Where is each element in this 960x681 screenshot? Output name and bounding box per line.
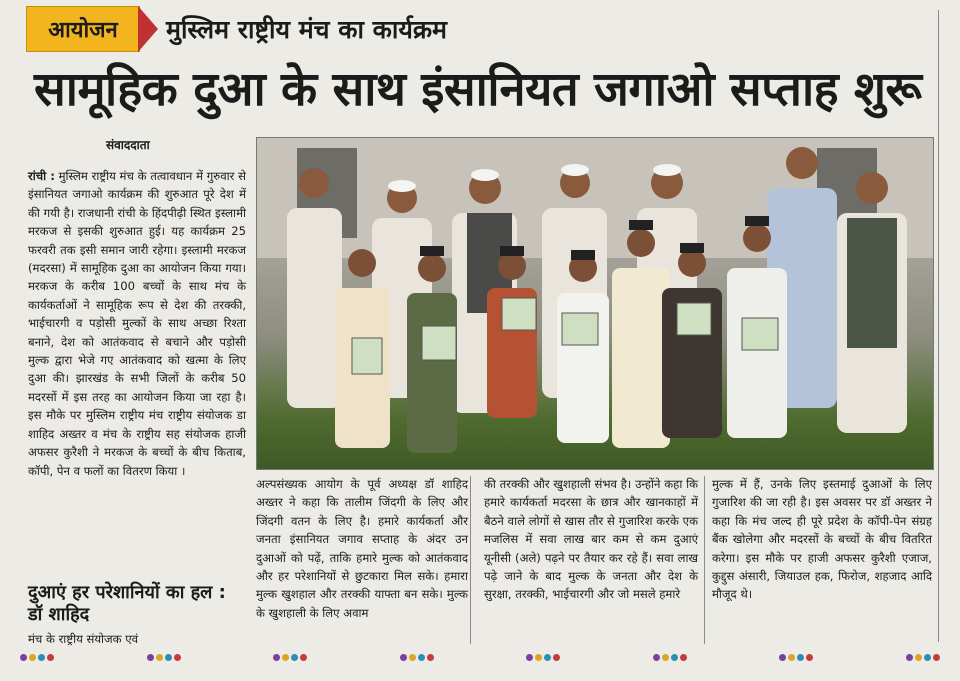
dots-ornament (20, 654, 54, 661)
page-border (938, 10, 939, 642)
dots-ornament (400, 654, 434, 661)
section-tag: आयोजन (26, 6, 140, 52)
dots-ornament (653, 654, 687, 661)
article-column-1 (28, 167, 246, 480)
column-divider (470, 476, 471, 644)
dots-ornament (906, 654, 940, 661)
kicker: मुस्लिम राष्ट्रीय मंच का कार्यक्रम (166, 15, 447, 44)
dots-ornament (273, 654, 307, 661)
dots-ornament (147, 654, 181, 661)
footer-ornament (20, 650, 940, 664)
dots-ornament (779, 654, 813, 661)
column-1-text: मुस्लिम राष्ट्रीय मंच के तत्वावधान में गुरुवार से इंसानियत जगाओ कार्यक्रम की शुरुआत पूरे देश में की गयी है। राजधानी रांची के हिंदपीढ़ी स्थित इस्लामी मरकज से इसकी शुरुआत हुई। यह कार्यक्रम 25 फरवरी तक इसी समान जारी रहेगा। इस्लामी मरकज (मदरसा) में सामूहिक दुआ का आयोजन किया गया। मरकज के करीब 100 बच्चों के साथ मंच के कार्यकर्ताओं ने सामूहिक रूप से देश की तरक्की, भाईचारगी व पड़ोसी मुल्कों के साथ अच्छा रिश्ता बनाने, देश को आतंकवाद से बचाने और पड़ोसी मुल्क द्वारा भेजे गए आतंकवाद को खत्मा के लिए दुआ की। झारखंड के सभी जिलों के करीब 50 मदरसों में इस तरह का आयोजन किया जा रहा है। इस मौके पर मुस्लिम राष्ट्रीय मंच राष्ट्रीय संयोजक डा शाहिद अख्तर व मंच के राष्ट्रीय सह संयोजक हाजी अफसर कुरैशी ने मरकज के बच्चों के बीच किताब, कॉपी, पेन व फलों का वितरण किया । (28, 169, 247, 478)
subheading: दुआएं हर परेशानियों का हल : डॉ शाहिद (28, 582, 226, 625)
article-column-2: अल्पसंख्यक आयोग के पूर्व अध्यक्ष डॉ शाहिद अख्तर ने कहा कि तालीम जिंदगी के लिए और जिंदगी वतन के लिए है। हमारे कार्यकर्ता और जनता इंसानियत जगाव सप्ताह के अंदर उन दुआओं को पढ़ें, ताकि हमारे मुल्क को आतंकवाद और हर परेशानियों से छुटकारा मिल सके। हमारा मुल्क खुशहाल और तरक्की याफ्ता बन सके। मुल्क के खुशहाली के लिए अवाम (256, 477, 468, 620)
byline: संवाददाता (106, 138, 150, 152)
article-column-3: की तरक्की और खुशहाली संभव है। उन्होंने कहा कि हमारे कार्यकर्ता मदरसा के छात्र और खानकाहों में बैठने वाले लोगों से खास तौर से गुजारिश करके एक मजलिस में सवा लाख बार कम से कम दुआएं यूनीसी (अले) पढ़ने पर तैयार कर रहे हैं। सवा लाख पढ़े जाने के बाद मुल्क के जनता और देश के सुरक्षा, तरक्की, भाईचारगी और जो मसले हमारे (484, 477, 698, 602)
tag-arrow-icon (138, 6, 158, 52)
column-divider (704, 476, 705, 644)
dots-ornament (526, 654, 560, 661)
article-column-1-continued: मंच के राष्ट्रीय संयोजक एवं (28, 632, 139, 646)
group-photo (256, 137, 934, 470)
headline: सामूहिक दुआ के साथ इंसानियत जगाओ सप्ताह शुरू (34, 62, 922, 117)
article-column-4: मुल्क में हैं, उनके लिए इस्तमाई दुआओं के लिए गुजारिश की जा रही है। इस अवसर पर डॉ अख्तर ने कहा कि मंच जल्द ही पूरे प्रदेश के कॉपी-पेन संग्रह बैंक खोलेगा और मदरसों के बच्चों के बीच वितरित करेगा। इस मौके पर हाजी अफसर कुरैशी एजाज, कुद्दुस अंसारी, जियाउल हक, फिरोज, शहजाद आदि मौजूद थे। (712, 477, 932, 602)
people-illustration (257, 138, 933, 469)
dateline: रांची : (28, 169, 55, 183)
